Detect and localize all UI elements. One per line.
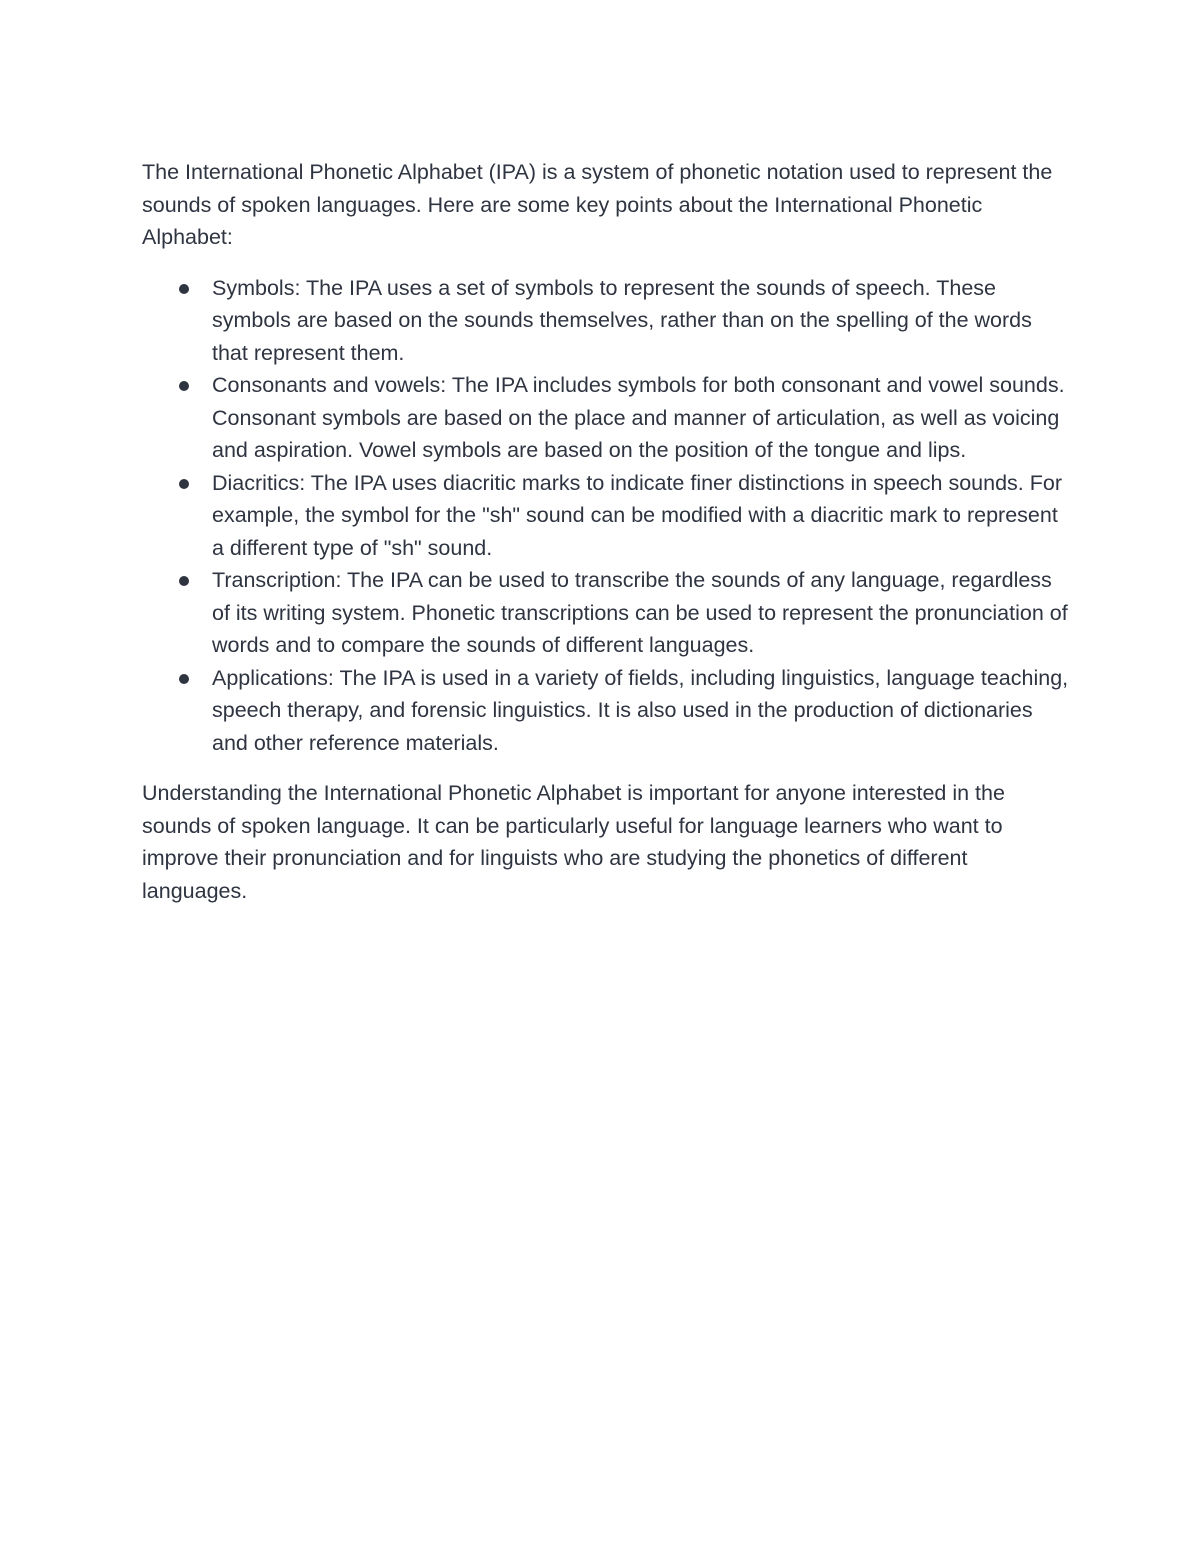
bullet-icon xyxy=(179,284,189,294)
bullet-icon xyxy=(179,479,189,489)
list-item-text: Transcription: The IPA can be used to transcribe the sounds of any language, regardless of its writing system. Phonetic transcriptions can be used to represent the pronunciation of words and to compare the sounds of different languages. xyxy=(212,568,1068,657)
list-item-text: Diacritics: The IPA uses diacritic marks to indicate finer distinctions in speech sounds. For example, the symbol for the "sh" sound can be modified with a diacritic mark to represent a different type of "sh" sound. xyxy=(212,470,1063,560)
list-item xyxy=(142,467,1072,565)
bullet-icon xyxy=(179,576,189,586)
list-item-text: Symbols: The IPA uses a set of symbols to represent the sounds of speech. These symbols are based on the sounds themselves, rather than on the spelling of the words that represent them. xyxy=(212,275,1032,365)
bullet-icon xyxy=(179,674,189,684)
conclusion-paragraph: Understanding the International Phonetic Alphabet is important for anyone interested in the sounds of spoken language. It can be particularly useful for language learners who want to improve their pronunciation and for linguists who are studying the phonetics of different languages. xyxy=(142,781,1005,903)
list-item-text: Consonants and vowels: The IPA includes symbols for both consonant and vowel sounds. Consonant symbols are based on the place and manner of articulation, as well as voicing and aspiration. Vowel symbols are based on the position of the tongue and lips. xyxy=(212,373,1065,462)
key-points-list xyxy=(142,272,1072,760)
document-body xyxy=(142,156,1072,907)
list-item xyxy=(142,369,1072,467)
bullet-icon xyxy=(179,381,189,391)
list-item xyxy=(142,564,1072,662)
list-item xyxy=(142,272,1072,370)
intro-paragraph: The International Phonetic Alphabet (IPA) is a system of phonetic notation used to represent the sounds of spoken languages. Here are some key points about the International Phonetic Alphabet: xyxy=(142,160,1053,249)
list-item-text: Applications: The IPA is used in a variety of fields, including linguistics, language teaching, speech therapy, and forensic linguistics. It is also used in the production of dictionaries and other reference materials. xyxy=(212,665,1069,755)
list-item xyxy=(142,662,1072,760)
